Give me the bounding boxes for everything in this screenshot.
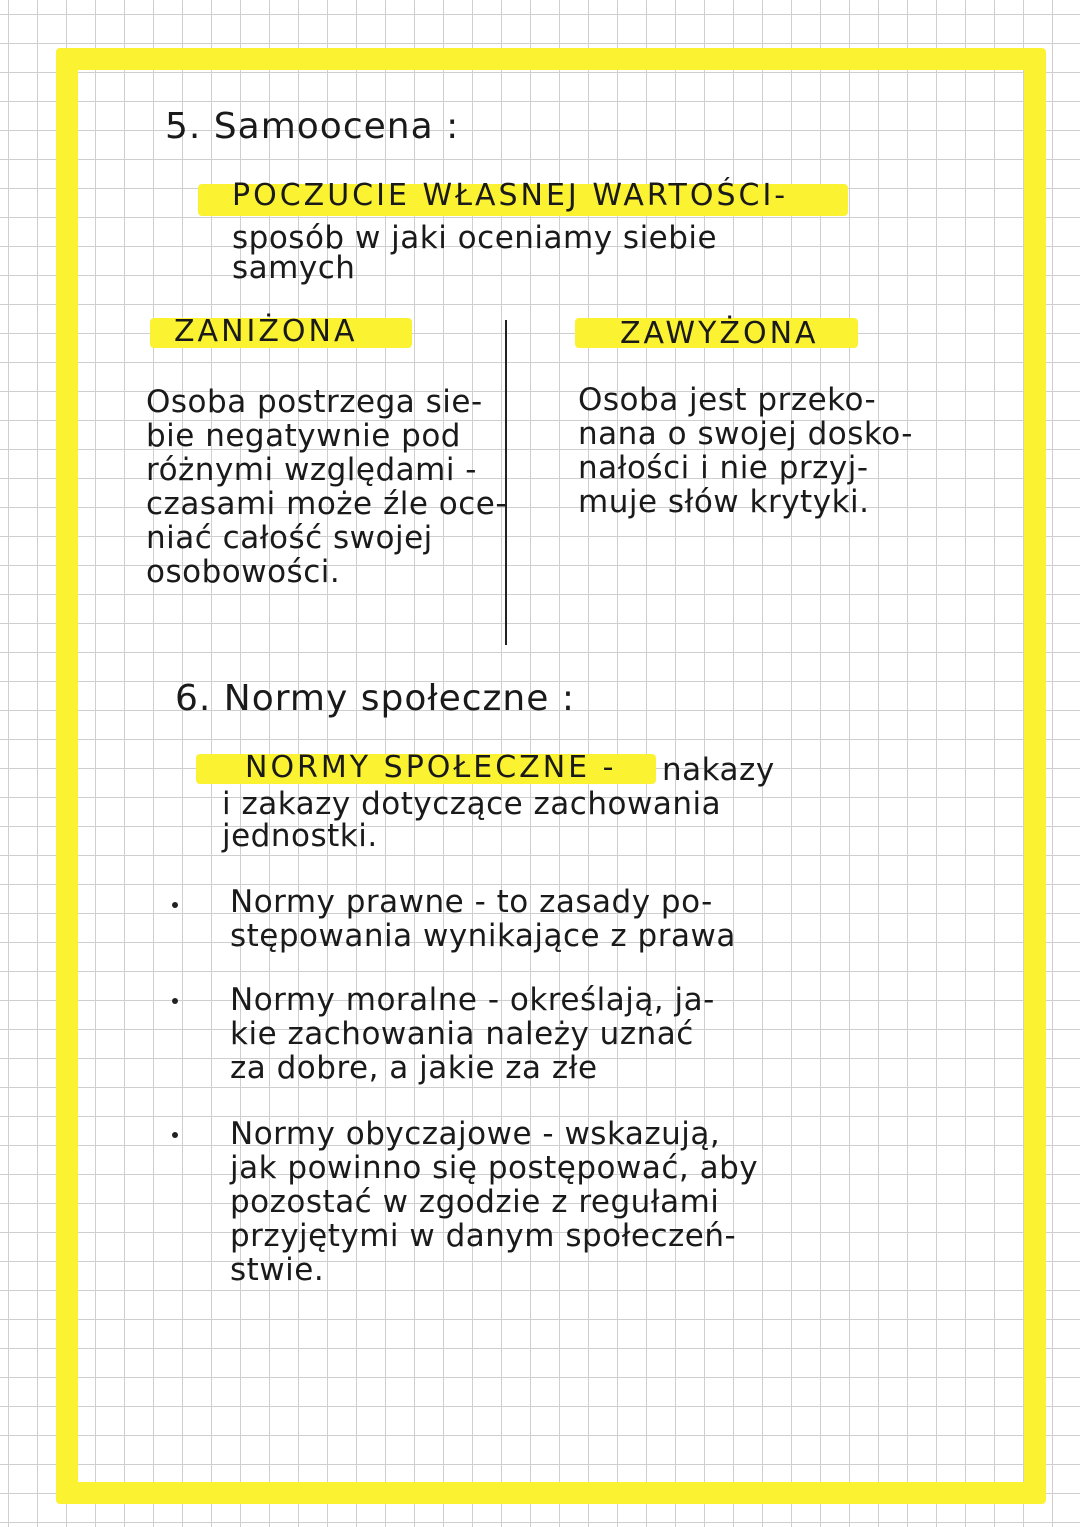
right-line-1: Osoba jest przeko- [578, 382, 877, 418]
bullet-2-line-3: za dobre, a jakie za złe [230, 1050, 598, 1086]
left-line-1: Osoba postrzega sie- [146, 384, 483, 420]
bullet-2-dot [172, 998, 178, 1004]
bullet-3-line-3: pozostać w zgodzie z regułami [230, 1184, 720, 1220]
definition-line-6-2: jednostki. [222, 818, 378, 854]
definition-line-6-1: i zakazy dotyczące zachowania [222, 786, 722, 822]
right-heading: ZAWYŻONA [620, 316, 819, 351]
right-line-4: muje słów krytyki. [578, 484, 870, 520]
bullet-3-line-4: przyjętymi w danym społeczeń- [230, 1218, 737, 1254]
left-line-5: niać całość swojej [146, 520, 433, 556]
definition-line-5-2: samych [232, 250, 356, 286]
left-line-4: czasami może źle oce- [146, 486, 508, 522]
column-divider [505, 320, 507, 645]
definition-term-5: POCZUCIE WŁASNEJ WARTOŚCI- [232, 178, 789, 213]
left-heading: ZANIŻONA [174, 314, 358, 349]
bullet-3-dot [172, 1132, 178, 1138]
bullet-2-line-2: kie zachowania należy uznać [230, 1016, 694, 1052]
right-line-2: nana o swojej dosko- [578, 416, 913, 452]
bullet-1-line-2: stępowania wynikające z prawa [230, 918, 736, 954]
section-6-title: 6. Normy społeczne : [175, 678, 575, 719]
bullet-2-line-1: Normy moralne - określają, ja- [230, 982, 715, 1018]
left-line-2: bie negatywnie pod [146, 418, 461, 454]
definition-line-5-1: sposób w jaki oceniamy siebie [232, 220, 718, 256]
bullet-1-line-1: Normy prawne - to zasady po- [230, 884, 713, 920]
right-line-3: nałości i nie przyj- [578, 450, 869, 486]
definition-rest-6: nakazy [662, 752, 775, 788]
bullet-1-dot [172, 902, 178, 908]
left-line-6: osobowości. [146, 554, 341, 590]
bullet-3-line-2: jak powinno się postępować, aby [230, 1150, 759, 1186]
bullet-3-line-1: Normy obyczajowe - wskazują, [230, 1116, 721, 1152]
definition-term-6: NORMY SPOŁECZNE - [245, 750, 617, 785]
left-line-3: różnymi względami - [146, 452, 477, 488]
bullet-3-line-5: stwie. [230, 1252, 325, 1288]
section-5-title: 5. Samoocena : [165, 106, 460, 147]
